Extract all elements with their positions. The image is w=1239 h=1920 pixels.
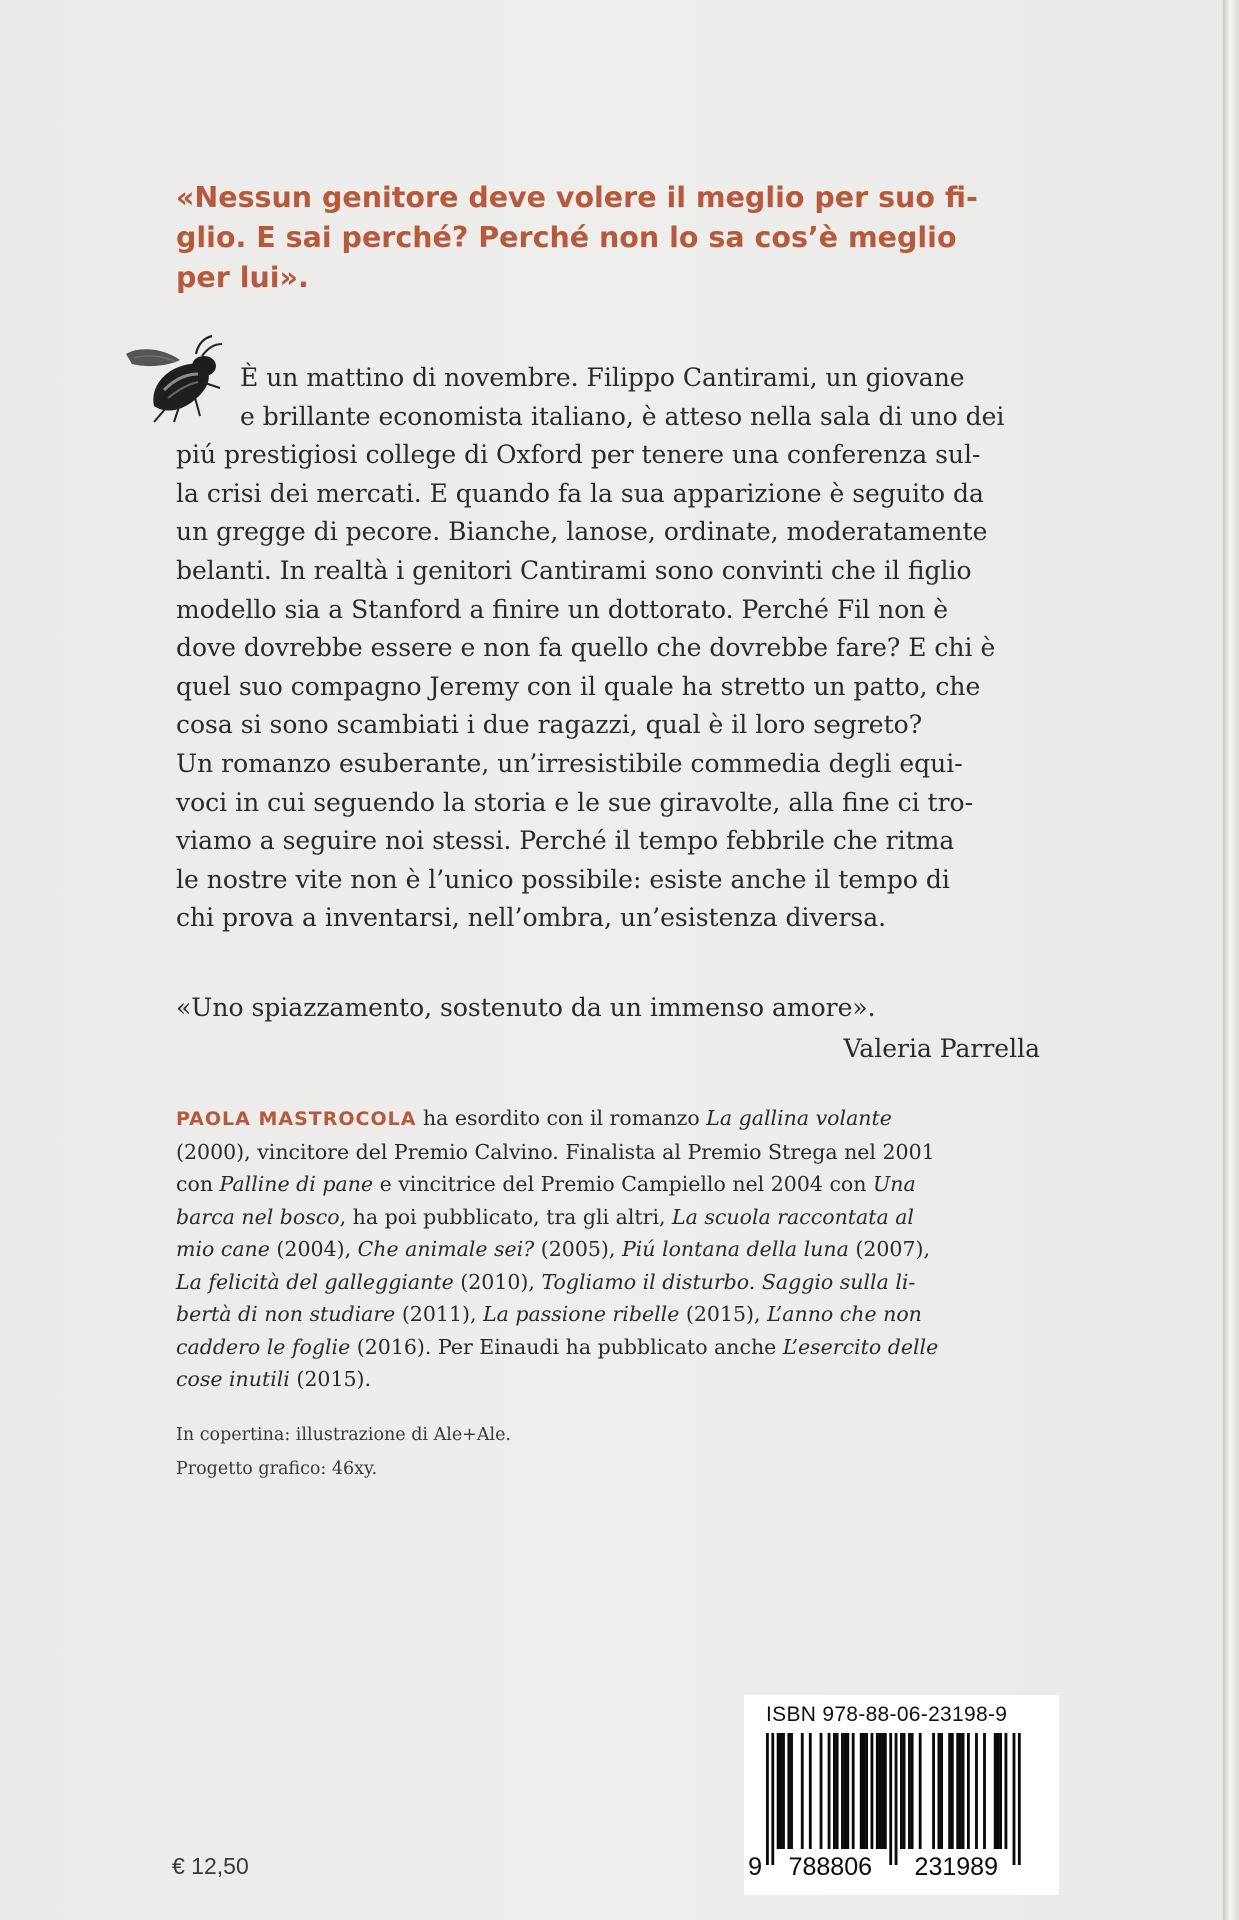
barcode-bar — [962, 1733, 965, 1849]
book-title: Una — [873, 1172, 916, 1196]
barcode-bar — [959, 1733, 962, 1849]
synopsis-line: chi prova a inventarsi, nell’ombra, un’esistenza diversa. — [176, 903, 887, 933]
barcode-bar — [820, 1733, 823, 1849]
barcode-bar — [852, 1733, 855, 1849]
synopsis-line: Un romanzo esuberante, un’irresistibile commedia degli equi- — [176, 748, 963, 778]
synopsis-line: voci in cui seguendo la storia e le sue giravolte, alla fine ci tro- — [176, 787, 974, 817]
barcode-bar — [975, 1733, 978, 1849]
barcode-bar — [801, 1733, 804, 1849]
book-title: cose inutili — [176, 1367, 290, 1391]
barcode-bar — [908, 1733, 911, 1849]
barcode-bar — [828, 1733, 831, 1849]
barcode-bar — [956, 1733, 959, 1849]
barcode-bar — [779, 1733, 782, 1849]
book-title: caddero le foglie — [176, 1334, 351, 1359]
barcode-bar — [766, 1733, 769, 1865]
barcode-bar — [841, 1733, 844, 1849]
barcode-bar — [895, 1733, 898, 1865]
book-title: La gallina volante — [706, 1106, 892, 1130]
synopsis-line: dove dovrebbe essere e non fa quello che dovrebbe fare? E chi è — [176, 633, 996, 663]
book-title: barca nel bosco — [176, 1204, 340, 1229]
barcode-bar — [846, 1733, 849, 1849]
book-title: Piú lontana della luna — [621, 1237, 849, 1261]
tagline-line: «Nessun genitore deve volere il meglio per suo fi- — [176, 181, 978, 214]
book-title: La scuola raccontata al — [672, 1204, 914, 1229]
review-quote: «Uno spiazzamento, sostenuto da un immenso amore». — [176, 993, 876, 1022]
synopsis-line: modello sia a Stanford a finire un dottorato. Perché Fil non è — [176, 594, 949, 624]
barcode-bar — [1018, 1733, 1021, 1865]
review-author: Valeria Parrella — [843, 1034, 1040, 1063]
book-title: La passione ribelle — [483, 1302, 680, 1326]
bio-line: mio cane (2004), Che animale sei? (2005), Piú lontana della luna (2007), — [176, 1237, 931, 1261]
price: € 12,50 — [172, 1853, 249, 1879]
barcode-bar — [951, 1733, 954, 1849]
book-spine-edge — [1223, 0, 1239, 1920]
barcode-bar — [787, 1733, 790, 1849]
barcode-bar — [833, 1733, 836, 1849]
barcode-bar — [1005, 1733, 1008, 1849]
barcode-bar — [884, 1733, 887, 1849]
barcode-bar — [1013, 1733, 1016, 1865]
isbn-label: ISBN 978-88-06-23198-9 — [766, 1703, 1008, 1726]
barcode-bar — [967, 1733, 970, 1849]
barcode-bar — [889, 1733, 892, 1865]
barcode-bar — [844, 1733, 847, 1849]
author-name: PAOLA MASTROCOLA — [176, 1108, 417, 1130]
barcode-bar — [782, 1733, 785, 1849]
synopsis-line: e brillante economista italiano, è atteso nella sala di uno dei — [240, 401, 1005, 431]
barcode-bar — [940, 1733, 943, 1849]
book-title: L’esercito delle — [782, 1334, 939, 1359]
book-title: Che animale sei? — [357, 1237, 535, 1261]
barcode-digits: 788806 — [788, 1853, 873, 1881]
synopsis-line: cosa si sono scambiati i due ragazzi, qual è il loro segreto? — [176, 710, 923, 740]
barcode-digits: 9 — [748, 1853, 762, 1881]
credits — [176, 1418, 511, 1486]
barcode-bar — [865, 1733, 868, 1849]
barcode-bar — [876, 1733, 879, 1849]
synopsis — [176, 359, 1066, 938]
book-title: Palline di pane — [219, 1172, 374, 1196]
bio-line: bertà di non studiare (2011), La passione ribelle (2015), L’anno che non — [176, 1302, 922, 1326]
bio-line: cose inutili (2015). — [176, 1367, 372, 1391]
synopsis-line: le nostre vite non è l’unico possibile: esiste anche il tempo di — [176, 864, 950, 894]
book-title: mio cane — [176, 1237, 270, 1261]
barcode-bar — [932, 1733, 935, 1849]
synopsis-line: piú prestigiosi college di Oxford per tenere una conferenza sul- — [176, 440, 981, 470]
bio-line: caddero le foglie (2016). Per Einaudi ha pubblicato anche L’esercito delle — [176, 1334, 939, 1359]
bio-line: con Palline di pane e vincitrice del Premio Campiello nel 2004 con Una — [176, 1172, 916, 1196]
barcode-bar — [771, 1733, 774, 1865]
book-title: bertà di non studiare — [176, 1302, 396, 1326]
tagline-line: per lui». — [176, 261, 309, 294]
barcode-bar — [790, 1733, 793, 1849]
barcode-bar — [809, 1733, 812, 1849]
design-credit: Progetto grafico: 46xy. — [176, 1459, 378, 1479]
barcode-bar — [911, 1733, 914, 1849]
barcode-bar — [999, 1733, 1002, 1849]
barcode-digits: 231989 — [914, 1853, 998, 1881]
bio-line: PAOLA MASTROCOLA ha esordito con il romanzo La gallina volante — [176, 1106, 892, 1130]
barcode — [744, 1695, 1059, 1895]
barcode-bar — [983, 1733, 986, 1849]
barcode-bar — [881, 1733, 884, 1849]
cover-credit: In copertina: illustrazione di Ale+Ale. — [176, 1425, 511, 1445]
barcode-bar — [994, 1733, 997, 1849]
synopsis-line: quel suo compagno Jeremy con il quale ha stretto un patto, che — [176, 671, 981, 701]
barcode-bar — [900, 1733, 903, 1849]
barcode-bar — [871, 1733, 874, 1849]
book-title: L’anno che non — [767, 1302, 922, 1326]
barcode-bar — [938, 1733, 941, 1849]
barcode-bars — [744, 1695, 1059, 1895]
tagline-line: glio. E sai perché? Perché non lo sa cos’è meglio — [176, 221, 957, 254]
barcode-bar — [879, 1733, 882, 1849]
barcode-bar — [903, 1733, 906, 1849]
synopsis-line: belanti. In realtà i genitori Cantirami sono convinti che il figlio — [176, 555, 972, 585]
synopsis-line: un gregge di pecore. Bianche, lanose, ordinate, moderatamente — [176, 517, 988, 547]
barcode-bar — [996, 1733, 999, 1849]
author-bio — [176, 1102, 1066, 1396]
bio-line: (2000), vincitore del Premio Calvino. Finalista al Premio Strega nel 2001 — [176, 1139, 935, 1164]
synopsis-line: la crisi dei mercati. E quando fa la sua apparizione è seguito da — [176, 478, 984, 508]
synopsis-line: viamo a seguire noi stessi. Perché il tempo febbrile che ritma — [176, 826, 955, 856]
barcode-bar — [948, 1733, 951, 1849]
synopsis-line: È un mattino di novembre. Filippo Cantirami, un giovane — [240, 363, 965, 392]
bio-line: La felicità del galleggiante (2010), Togliamo il disturbo. Saggio sulla li- — [176, 1269, 916, 1294]
barcode-bar — [862, 1733, 865, 1849]
bio-line: barca nel bosco, ha poi pubblicato, tra gli altri, La scuola raccontata al — [176, 1204, 914, 1229]
barcode-bar — [919, 1733, 922, 1849]
barcode-bar — [860, 1733, 863, 1849]
barcode-bar — [836, 1733, 839, 1849]
tagline-quote — [176, 178, 1066, 298]
barcode-bar — [777, 1733, 780, 1849]
book-title: Togliamo il disturbo. Saggio sulla li- — [541, 1269, 916, 1294]
book-title: La felicità del galleggiante — [176, 1269, 454, 1294]
